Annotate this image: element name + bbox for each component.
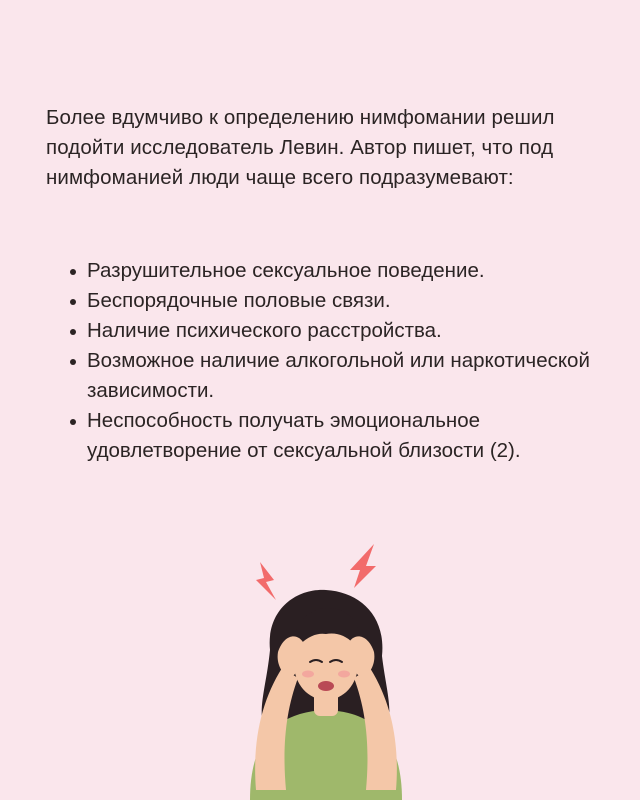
list-item: Наличие психического расстройства. <box>66 316 606 346</box>
list-item: Беспорядочные половые связи. <box>66 286 606 316</box>
intro-paragraph: Более вдумчиво к определению нимфомании решил подойти исследователь Левин. Автор пишет, что под нимфоманией люди чаще всего подразумевают: <box>46 106 555 189</box>
list-item: Неспособность получать эмоциональное удовлетворение от сексуальной близости (2). <box>66 406 606 466</box>
list-item: Возможное наличие алкогольной или наркотической зависимости. <box>66 346 606 406</box>
list-item: Разрушительное сексуальное поведение. <box>66 256 606 286</box>
mouth <box>318 681 334 691</box>
lightning-right-icon <box>350 544 376 588</box>
lightning-left-icon <box>256 562 276 600</box>
symptom-list <box>66 256 606 466</box>
stressed-woman-headache-icon <box>226 540 426 800</box>
